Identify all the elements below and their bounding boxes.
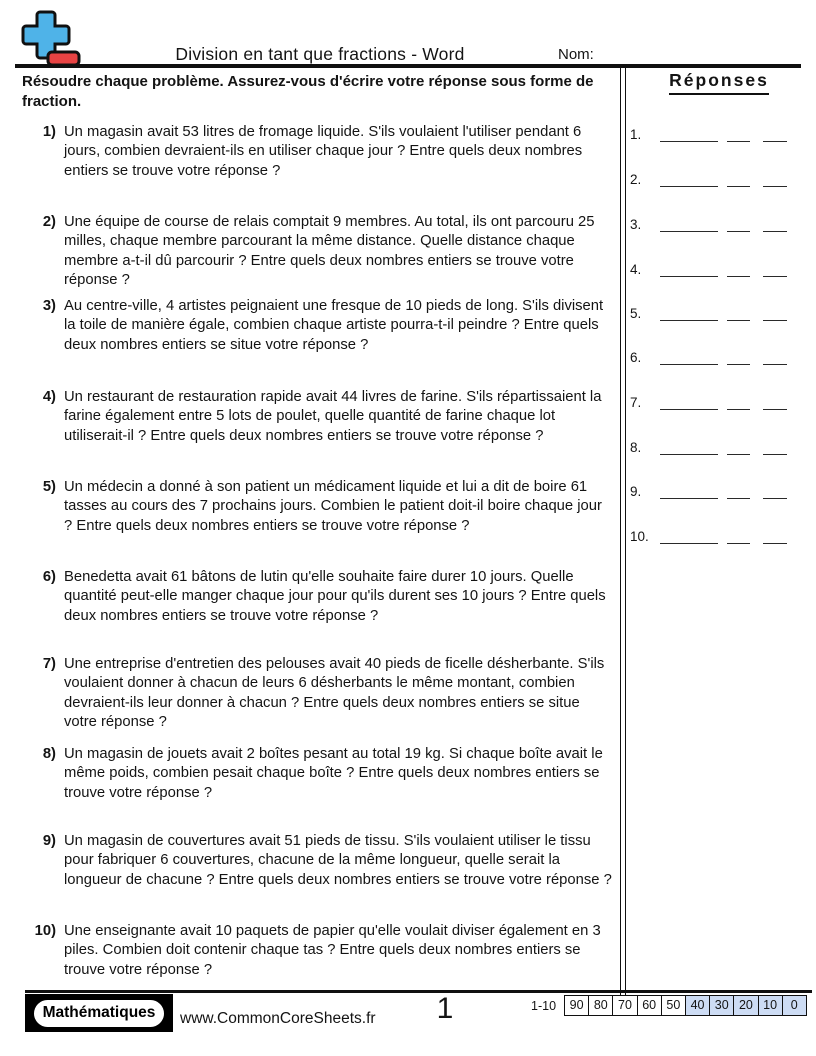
answer-blank-upper: [763, 395, 787, 410]
answer-blank-fraction: [660, 127, 718, 142]
answer-blank-upper: [763, 306, 787, 321]
answer-row: [630, 393, 787, 410]
answer-blank-upper: [763, 484, 787, 499]
problem-text: Benedetta avait 61 bâtons de lutin qu'elle souhaite faire durer 10 jours. Quelle quantité peut-elle manger chaque jour pour qu'ils durent ses 10 jours ? Entre quels deux nombres entiers se trouve votre réponse ?: [64, 569, 606, 624]
answer-blank-lower: [727, 127, 750, 142]
score-cell: 90: [569, 998, 584, 1012]
problem-number: 7): [42, 656, 56, 672]
answer-row: [630, 260, 787, 277]
answer-number: 3.: [630, 217, 642, 232]
answer-blank-fraction: [660, 172, 718, 187]
problem-text: Un médecin a donné à son patient un médicament liquide et lui a dit de boire 61 tasses au cours des 7 prochains jours. Combien le patient doit-il boire chaque jour ? Entre quels deux nombres entiers se trouve votre réponse ?: [64, 479, 602, 534]
answer-row: [630, 438, 787, 455]
answer-number: 5.: [630, 306, 642, 321]
answer-blank-lower: [727, 306, 750, 321]
website-url: www.CommonCoreSheets.fr: [180, 1010, 376, 1027]
answer-blank-fraction: [660, 440, 718, 455]
answer-number: 7.: [630, 395, 642, 410]
problem-number: 9): [42, 833, 56, 849]
answer-blank-upper: [763, 529, 787, 544]
answer-blank-fraction: [660, 217, 718, 232]
score-cell: 0: [782, 996, 806, 1015]
answer-blank-upper: [763, 350, 787, 365]
problem-text: Un restaurant de restauration rapide avait 44 livres de farine. S'ils répartissaient la farine également entre 5 lots de poulet, quelle quantité de farine chaque lot utiliserait-il ? Entre quels deux nombres entiers se trouve votre réponse ?: [64, 389, 602, 444]
answer-row: [630, 348, 787, 365]
answer-row: [630, 482, 787, 499]
score-grid: [564, 995, 807, 1016]
answer-row: [630, 527, 787, 544]
problem-text: Une équipe de course de relais comptait 9 membres. Au total, ils ont parcouru 25 milles, chaque membre parcourant la même distance. Quelle distance chaque membre a-t-il dû parcourir ? Entre quels deux nombres entiers se trouve votre réponse ?: [64, 214, 595, 289]
answer-blank-upper: [763, 172, 787, 187]
score-cell: 60: [637, 996, 661, 1015]
answer-blank-upper: [763, 262, 787, 277]
subject-badge: [25, 994, 173, 1032]
problem-number: 1): [42, 124, 56, 140]
page-title: Division en tant que fractions - Word: [175, 44, 465, 64]
answer-number: 10.: [630, 529, 649, 544]
problem-number: 4): [42, 389, 56, 405]
answer-blank-fraction: [660, 484, 718, 499]
answer-blank-fraction: [660, 529, 718, 544]
answer-blank-upper: [763, 217, 787, 232]
answer-blank-upper: [763, 440, 787, 455]
answer-row: [630, 215, 787, 232]
subject-badge-label: Mathématiques: [34, 1000, 165, 1027]
score-cell: 20: [733, 996, 757, 1015]
answer-blank-lower: [727, 440, 750, 455]
answer-number: 6.: [630, 350, 642, 365]
problem-number: 10): [34, 923, 56, 939]
name-label: Nom:: [558, 46, 594, 63]
answer-blank-upper: [763, 127, 787, 142]
instructions-text: Résoudre chaque problème. Assurez-vous d'écrire votre réponse sous forme de fraction.: [22, 73, 594, 110]
answer-blank-lower: [727, 172, 750, 187]
answer-number: 1.: [630, 127, 642, 142]
problem-text: Au centre-ville, 4 artistes peignaient une fresque de 10 pieds de long. S'ils divisent la toile de manière égale, combien chaque artiste pourra-t-il peindre ? Entre quels deux nombres entiers se situe votre réponse ?: [64, 298, 604, 353]
answer-blank-lower: [727, 217, 750, 232]
score-range-label: 1-10: [531, 999, 557, 1013]
answer-number: 9.: [630, 484, 642, 499]
score-cell: 70: [612, 996, 636, 1015]
problem-text: Un magasin avait 53 litres de fromage liquide. S'ils voulaient l'utiliser pendant 6 jours, combien devraient-ils en utiliser chaque jour ? Entre quels deux nombres entiers se trouve votre réponse ?: [64, 124, 583, 179]
answer-row: [630, 304, 787, 321]
answers-title: Réponses: [669, 70, 769, 95]
answer-blank-lower: [727, 350, 750, 365]
answer-number: 4.: [630, 262, 642, 277]
answer-blank-lower: [727, 529, 750, 544]
answer-row: [630, 125, 787, 142]
score-cell: 50: [661, 996, 685, 1015]
answer-blank-lower: [727, 395, 750, 410]
score-cell: 40: [685, 996, 709, 1015]
answer-blank-fraction: [660, 262, 718, 277]
problem-text: Une enseignante avait 10 paquets de papier qu'elle voulait diviser également en 3 piles. Combien doit contenir chaque tas ? Entre quels deux nombres entiers se trouve votre réponse ?: [64, 923, 601, 978]
page-number: 1: [436, 992, 454, 1025]
problem-number: 8): [42, 746, 56, 762]
problem-text: Un magasin de couvertures avait 51 pieds de tissu. S'ils voulaient utiliser le tissu pour fabriquer 6 couvertures, chacune de la même longueur, quelle serait la longueur de chacune ? Entre quels deux nombres entiers se trouve votre réponse ?: [64, 833, 612, 888]
score-cell: 30: [709, 996, 733, 1015]
problem-number: 2): [42, 214, 56, 230]
problem-number: 5): [42, 479, 56, 495]
score-cell: 80: [588, 996, 612, 1015]
answer-blank-lower: [727, 262, 750, 277]
answer-blank-lower: [727, 484, 750, 499]
answer-blank-fraction: [660, 306, 718, 321]
problem-text: Un magasin de jouets avait 2 boîtes pesant au total 19 kg. Si chaque boîte avait le même poids, combien pesait chaque boîte ? Entre quels deux nombres entiers se trouve votre réponse ?: [64, 746, 603, 801]
score-cell: 10: [758, 996, 782, 1015]
answer-row: [630, 170, 787, 187]
problem-number: 3): [42, 298, 56, 314]
problem-number: 6): [42, 569, 56, 585]
answer-blank-fraction: [660, 350, 718, 365]
answer-number: 2.: [630, 172, 642, 187]
answer-blank-fraction: [660, 395, 718, 410]
problem-text: Une entreprise d'entretien des pelouses avait 40 pieds de ficelle désherbante. S'ils voulaient donner à chacun de leurs 6 désherbants le même montant, combien devraient-ils leur donner à chacun ? Entre quels deux nombres entiers se situe votre réponse ?: [64, 656, 605, 731]
answer-number: 8.: [630, 440, 642, 455]
